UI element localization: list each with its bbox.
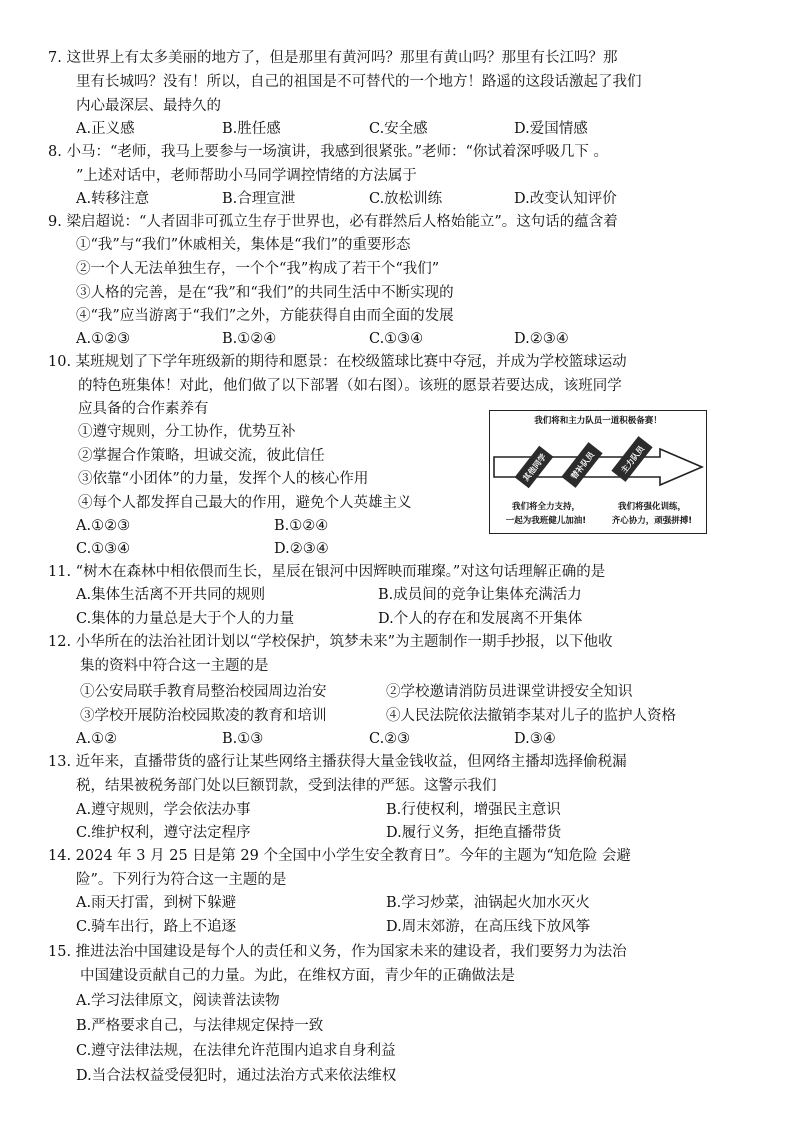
q12-stem-line2: 集的资料中符合这一主题的是 (80, 658, 269, 674)
q12-statement-2: ②学校邀请消防员进课堂讲授安全知识 (386, 684, 633, 700)
q8-option-b: B.合理宣泄 (222, 191, 296, 207)
q10-option-a: A.①②③ (76, 518, 131, 534)
q7-option-a: A.正义感 (76, 121, 135, 137)
q7-option-d: D.爱国情感 (514, 121, 588, 137)
q15-stem-line2: 中国建设贡献自己的力量。为此，在维权方面，青少年的正确做法是 (80, 968, 515, 984)
q10-statement-4: ④每个人都发挥自己最大的作用，避免个人英雄主义 (78, 495, 412, 511)
q8-option-a: A.转移注意 (76, 191, 150, 207)
q9-option-d: D.②③④ (514, 331, 569, 347)
q12-option-a: A.①② (76, 731, 118, 747)
q10-option-d: D.②③④ (274, 541, 329, 557)
q12-statement-4: ④人民法院依法撤销李某对儿子的监护人资格 (386, 708, 676, 724)
q7-stem-line1: 7. 这世界上有太多美丽的地方了，但是那里有黄河吗？那里有黄山吗？那里有长江吗？那 (48, 50, 618, 66)
q13-stem-line1: 13. 近年来，直播带货的盛行让某些网络主播获得大量金钱收益，但网络主播却选择偷税漏 (48, 754, 627, 770)
q9-statement-1: ①“我”与“我们”休戚相关，集体是“我们”的重要形态 (76, 237, 411, 253)
q15-option-b: B.严格要求自己，与法律规定保持一致 (76, 1018, 324, 1034)
q10-stem-line1: 10. 某班规划了下学年班级新的期待和愿景：在校级篮球比赛中夺冠，并成为学校篮球运动 (48, 354, 627, 370)
q7-option-c: C.安全感 (369, 121, 428, 137)
q9-option-c: C.①③④ (369, 331, 424, 347)
q11-stem-line1: 11. “树木在森林中相依偎而生长，星辰在银河中因辉映而璀璨。”对这句话理解正确的是 (48, 564, 606, 580)
q8-stem-line1: 8. 小马：“老师，我马上要参与一场演讲，我感到很紧张。”老师：“你试着深呼吸几下 。 (48, 144, 609, 160)
q7-option-b: B.胜任感 (222, 121, 281, 137)
q15-stem-line1: 15. 推进法治中国建设是每个人的责任和义务，作为国家未来的建设者，我们要努力为法治 (48, 944, 627, 960)
q10-option-c: C.①③④ (76, 541, 131, 557)
q13-option-d: D.履行义务，拒绝直播带货 (386, 825, 562, 841)
q14-option-a: A.雨天打雷，到树下躲避 (76, 895, 237, 911)
q8-stem-line2: ”上述对话中，老师帮助小马同学调控情绪的方法属于 (76, 168, 417, 184)
q14-stem-line1: 14. 2024 年 3 月 25 日是第 29 个全国中小学生安全教育日”。今年的主题为“知危险 会避 (48, 848, 631, 864)
q9-statement-3: ③人格的完善，是在“我”和“我们”的共同生活中不断实现的 (76, 285, 454, 301)
figure-bottom-right-line2: 齐心协力，顽强拼搏! (611, 516, 693, 526)
stair-arrow-graphic (490, 431, 706, 497)
q8-option-d: D.改变认知评价 (514, 191, 617, 207)
q14-option-b: B.学习炒菜，油锅起火加水灭火 (386, 895, 590, 911)
q12-statement-1: ①公安局联手教育局整治校园周边治安 (80, 684, 327, 700)
q10-statement-2: ②掌握合作策略，坦诚交流，彼此信任 (78, 448, 325, 464)
banner-label-main-players: 主力队员 (619, 444, 647, 475)
q12-option-c: C.②③ (369, 731, 411, 747)
q12-option-b: B.①③ (222, 731, 264, 747)
q13-option-a: A.遵守规则，学会依法办事 (76, 802, 251, 818)
q7-stem-line3: 内心最深层、最持久的 (76, 98, 221, 114)
q14-option-c: C.骑车出行，路上不追逐 (76, 919, 237, 935)
q15-option-c: C.遵守法律法规，在法律允许范围内追求自身利益 (76, 1043, 396, 1059)
q9-statement-4: ④“我”应当游离于“我们”之外，方能获得自由而全面的发展 (76, 308, 454, 324)
q10-statement-1: ①遵守规则，分工协作，优势互补 (78, 424, 296, 440)
q14-stem-line2: 险”。下列行为符合这一主题的是 (76, 872, 287, 888)
figure-bottom-left-line2: 一起为我班健儿加油! (505, 516, 587, 526)
figure-bottom-left-line1: 我们将全力支持， (511, 502, 580, 512)
q13-option-b: B.行使权利，增强民主意识 (386, 802, 561, 818)
q9-option-a: A.①②③ (76, 331, 131, 347)
q10-stem-line2: 的特色班集体！对此，他们做了以下部署（如右图）。该班的愿景若要达成，该班同学 (78, 378, 622, 394)
q10-statement-3: ③依靠“小团体”的力量，发挥个人的核心作用 (78, 471, 369, 487)
figure-bottom-right-line1: 我们将强化训练， (617, 502, 686, 512)
figure-bottom-left-caption (496, 500, 596, 528)
q15-option-a: A.学习法律原文，阅读普法读物 (76, 993, 280, 1009)
q15-option-d: D.当合法权益受侵犯时，通过法治方式来依法维权 (76, 1068, 397, 1084)
q10-option-b: B.①②④ (274, 518, 329, 534)
banner-label-other-students: 其他同学 (521, 452, 549, 483)
q11-option-b: B.成员间的竞争让集体充满活力 (378, 587, 582, 603)
q12-statement-3: ③学校开展防治校园欺凌的教育和培训 (80, 708, 327, 724)
q12-option-d: D.③④ (514, 731, 556, 747)
q9-option-b: B.①②④ (222, 331, 277, 347)
q11-option-c: C.集体的力量总是大于个人的力量 (76, 611, 295, 627)
q11-option-a: A.集体生活离不开共同的规则 (76, 587, 266, 603)
q10-deployment-figure (489, 410, 707, 534)
figure-bottom-right-caption (600, 500, 704, 528)
q8-option-c: C.放松训练 (369, 191, 443, 207)
q9-stem-line1: 9. 梁启超说：“人者固非可孤立生存于世界也，必有群然后人格始能立”。这句话的蕴含着 (48, 214, 618, 230)
q12-stem-line1: 12. 小华所在的法治社团计划以“学校保护，筑梦未来”为主题制作一期手抄报，以下他收 (48, 634, 613, 650)
banner-label-substitutes: 替补队员 (569, 450, 597, 481)
q11-option-d: D.个人的存在和发展离不开集体 (378, 611, 583, 627)
q13-stem-line2: 税，结果被税务部门处以巨额罚款，受到法律的严惩。这警示我们 (76, 778, 497, 794)
q10-stem-line3: 应具备的合作素养有 (78, 401, 209, 417)
q14-option-d: D.周末郊游，在高压线下放风筝 (386, 919, 591, 935)
q7-stem-line2: 里有长城吗？没有！所以，自己的祖国是不可替代的一个地方！路遥的这段话激起了我们 (76, 74, 642, 90)
q13-option-c: C.维护权利，遵守法定程序 (76, 825, 251, 841)
q9-statement-2: ②一个人无法单独生存，一个个“我”构成了若干个“我们” (76, 261, 440, 277)
figure-top-caption: 我们将和主力队员一道积极备赛！ (534, 416, 662, 426)
